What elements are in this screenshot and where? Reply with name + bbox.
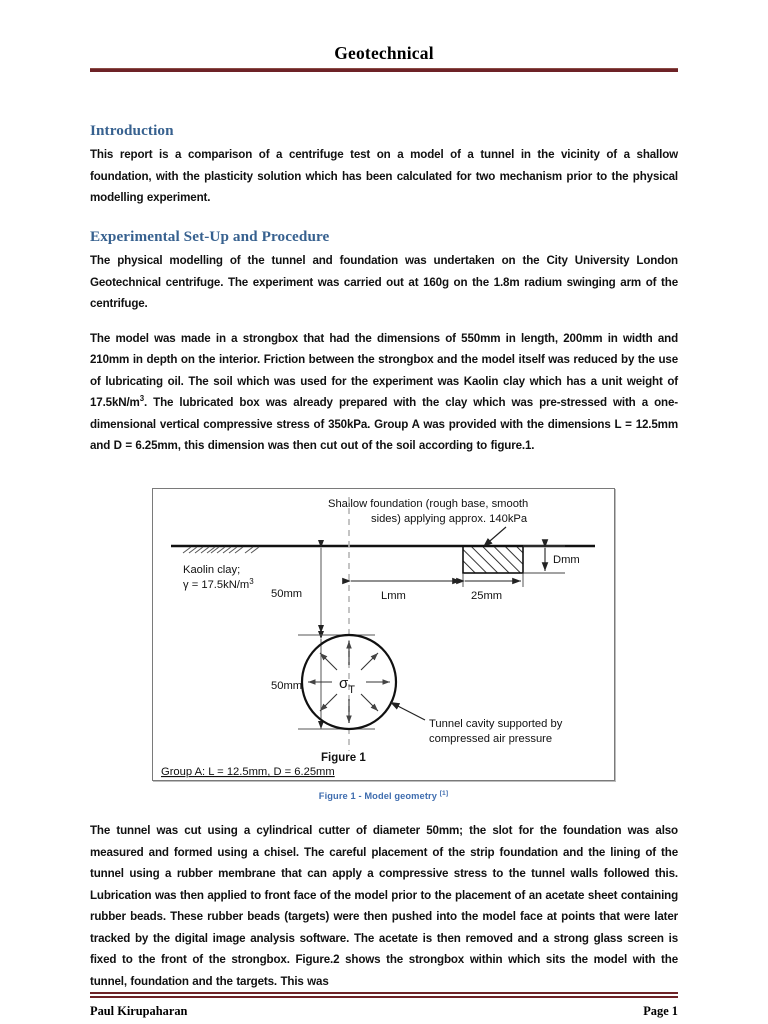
foundation-annotation-line2: sides) applying approx. 140kPa	[371, 513, 528, 525]
paragraph-introduction: This report is a comparison of a centrifuge test on a model of a tunnel in the vicinity of a shallow foundation, with the plasticity solution which has been calculated for two mechanism prior to the physical modelling experiment.	[90, 148, 678, 205]
figure-caption-reference: [1]	[439, 789, 449, 797]
figure-group-note: Group A: L = 12.5mm, D = 6.25mm	[161, 766, 335, 778]
tunnel-annotation-line2: compressed air pressure	[429, 733, 553, 745]
figure-caption-text: Figure 1 - Model geometry	[318, 791, 438, 801]
foundation-block	[463, 546, 523, 573]
tunnel-annotation-line1: Tunnel cavity supported by	[429, 718, 563, 730]
foundation-width-label: 25mm	[471, 590, 503, 602]
paragraph-experimental-setup: The physical modelling of the tunnel and foundation was undertaken on the City University London Geotechnical centrifuge. The experiment was carried out at 160g on the 1.8m radium swinging arm of the centrifuge.	[90, 254, 678, 311]
depth-upper-label: 50mm	[271, 588, 303, 600]
paragraph-tunnel-cutting: The tunnel was cut using a cylindrical cutter of diameter 50mm; the slot for the foundation was also measured and formed using a chisel. The careful placement of the strip foundation and the lining of the tunnel using a rubber membrane that can apply a compressive stress to the tunnel walls followed this. Lubrication was then applied to front face of the model prior to the placement of an acetate sheet containing rubber beads. These rubber beads (targets) were then pushed into the model face at points that were later tracked by the digital image analysis software. The acetate is then removed and a strong glass screen is fixed to the front of the strongbox. Figure.2 shows the strongbox within which sits the model with the tunnel, foundation and the targets. This was	[90, 824, 678, 988]
post-figure-body	[90, 820, 678, 1005]
foundation-leader-line	[483, 527, 506, 547]
page-footer	[90, 992, 678, 1019]
soil-label-gamma: $\gamma = 17.5kN/m^3$	[183, 577, 254, 591]
model-geometry-diagram	[153, 489, 613, 779]
lmm-label: Lmm	[381, 590, 406, 602]
tunnel-stress-label: $\sigma_T$	[339, 675, 355, 696]
soil-label-line1: Kaolin clay;	[183, 564, 241, 576]
ground-hatch-symbol	[183, 547, 259, 553]
tunnel-leader-line	[390, 702, 425, 720]
footer-divider-top	[90, 992, 678, 995]
heading-experimental-setup: Experimental Set-Up and Procedure	[90, 227, 330, 245]
figure-1-frame	[152, 488, 615, 781]
footer-content	[90, 1004, 678, 1019]
foundation-annotation-line1: Shallow foundation (rough base, smooth	[328, 498, 529, 510]
figure-inner-title: Figure 1	[321, 752, 366, 764]
heading-introduction: Introduction	[90, 122, 174, 139]
figure-1-caption	[152, 791, 615, 801]
footer-author: Paul Kirupaharan	[90, 1003, 188, 1018]
depth-lower-label: 50mm	[271, 680, 303, 692]
figure-1-container	[152, 488, 615, 781]
footer-page-number: Page 1	[643, 1003, 678, 1018]
footer-divider-bottom	[90, 996, 678, 998]
page-title: Geotechnical	[334, 43, 434, 63]
unit-exponent: 3	[139, 394, 144, 404]
radial-pressure-arrows	[308, 641, 390, 723]
paragraph-model-part1: The model was made in a strongbox that had the dimensions of 550mm in length, 200mm in width and 210mm in depth on the interior. Friction between the strongbox and the model itself was reduced by the use of lubricating oil. The soil which was used for the experiment was Kaolin clay which has a unit weight of 17.5kN/m	[90, 331, 678, 410]
page-header	[90, 44, 678, 72]
header-divider	[90, 68, 678, 72]
document-body	[90, 122, 678, 466]
paragraph-model-description	[90, 328, 678, 457]
paragraph-model-part2: . The lubricated box was already prepared with the clay which was pre-stressed with a one-dimensional vertical compressive stress of 350kPa. Group A was provided with the dimensions L = 12.5mm and D = 6.25mm, this dimension was then cut out of the soil according to figure.1.	[90, 396, 678, 453]
dmm-label: Dmm	[553, 554, 580, 566]
